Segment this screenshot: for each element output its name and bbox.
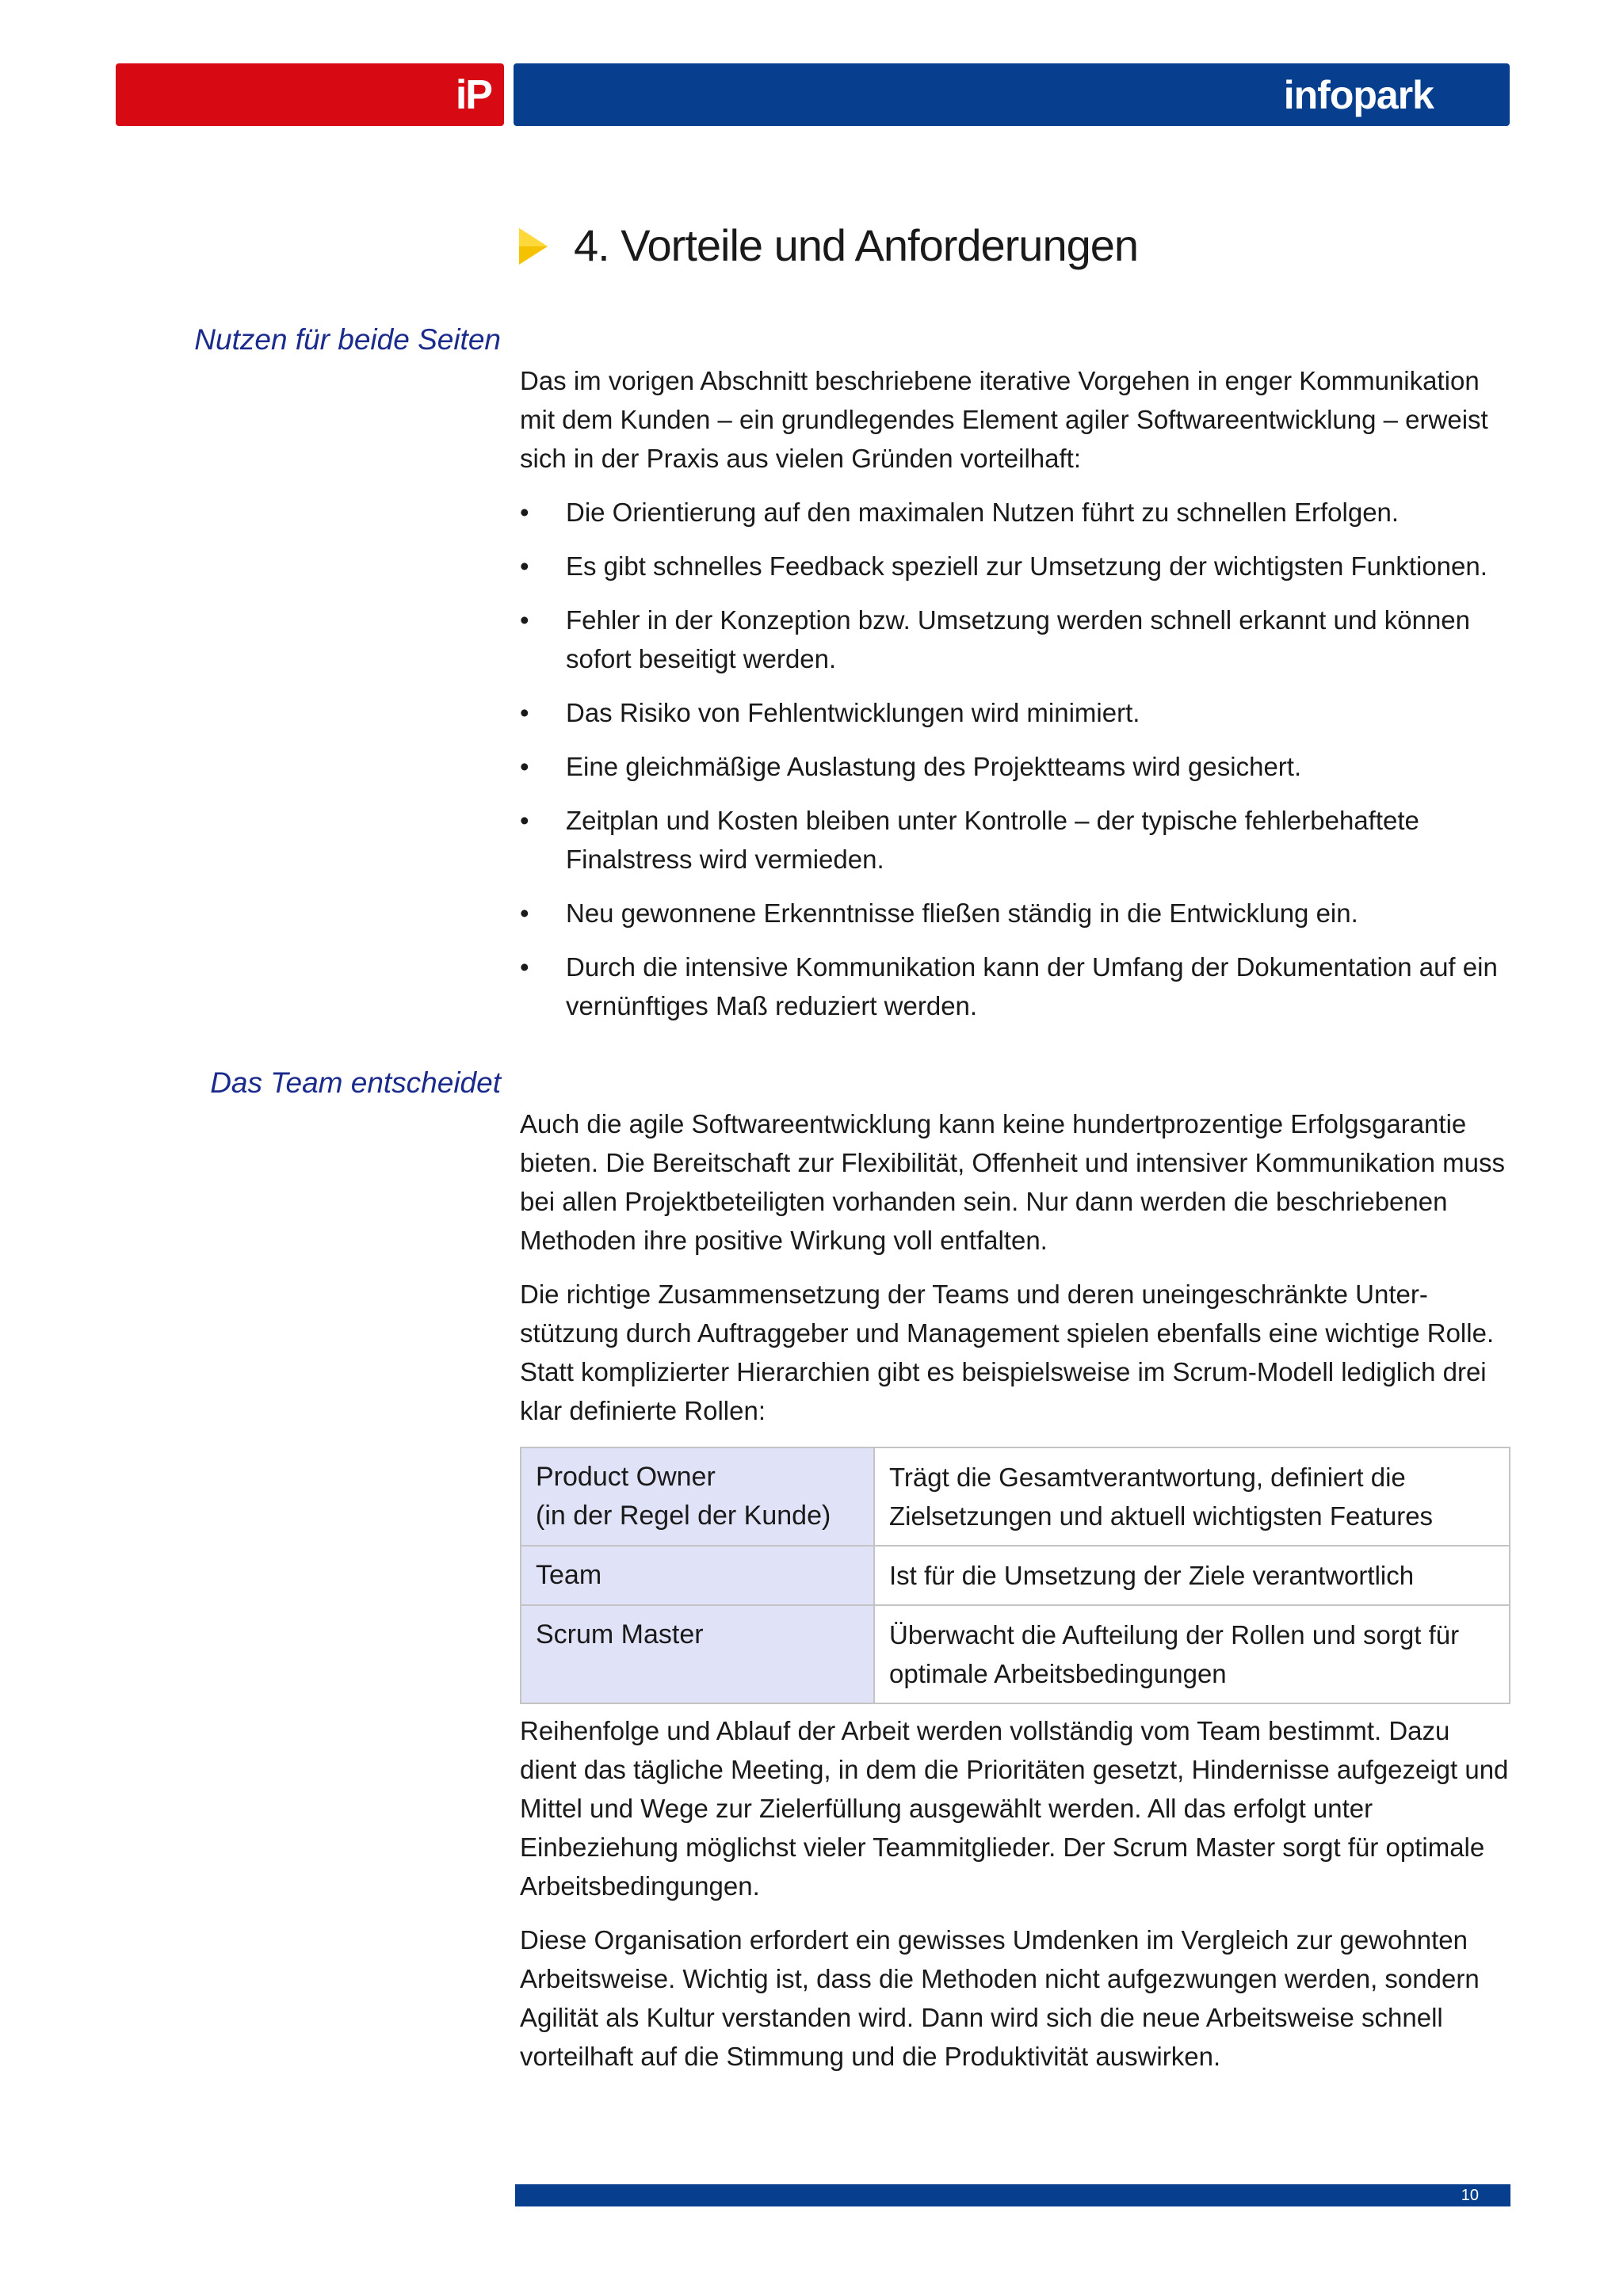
header-red-bar (116, 63, 504, 126)
team-para-3: Reihenfolge und Ablauf der Arbeit werden vollständig vom Team bestimmt. Dazu dient das tägliche Meeting, in dem die Prioritäten gesetzt, Hindernisse aufgezeigt und Mittel und Wege zur Zielerfüllung ausgewählt werden. All das erfolgt unter Einbeziehung möglichst vieler Teammitglieder. Der Scrum Master sorgt für optimale Arbeitsbedingungen. (520, 1716, 1509, 1901)
section-team-intro (520, 1104, 1510, 1430)
list-item: • Es gibt schnelles Feedback speziell zur Umsetzung der wichtigsten Funktionen. (520, 547, 1510, 585)
section-benefits (520, 361, 1510, 1025)
brand-name: infopark (1283, 73, 1434, 117)
bullet-icon: • (520, 498, 529, 527)
bullet-icon: • (520, 806, 529, 835)
list-item: • Die Orientierung auf den maximalen Nutzen führt zu schnellen Erfolgen. (520, 493, 1510, 532)
role-cell: Team (521, 1546, 874, 1605)
ip-logo: iP (455, 72, 491, 118)
bullet-icon: • (520, 752, 529, 781)
page-number: 10 (1461, 2187, 1479, 2204)
list-item: • Fehler in der Konzeption bzw. Umsetzung werden schnell erkannt und können sofort beseitigt werden. (520, 601, 1510, 678)
yellow-arrow-icon (519, 228, 548, 265)
list-item: • Das Risiko von Fehlentwicklungen wird minimiert. (520, 693, 1510, 732)
bullet-icon: • (520, 605, 529, 635)
footer-bar (515, 2184, 1510, 2206)
side-heading-benefits: Nutzen für beide Seiten (194, 323, 501, 356)
role-cell: Product Owner (in der Regel der Kunde) (521, 1447, 874, 1546)
bullet-icon: • (520, 551, 529, 581)
side-heading-team: Das Team entscheidet (210, 1066, 501, 1099)
list-item: • Zeitplan und Kosten bleiben unter Kontrolle – der typische fehlerbehaftete Finalstress wird vermieden. (520, 801, 1510, 879)
table-row (521, 1546, 1510, 1605)
team-para-1: Auch die agile Softwareentwicklung kann keine hundertprozentige Erfolgsgarantie bieten. Die Bereitschaft zur Flexibilität, Offenheit und intensiver Kommunikation muss bei allen Projektbeteiligten vorhanden sein. Nur dann werden die beschriebenen Methoden ihre positive Wirkung voll entfalten. (520, 1109, 1505, 1255)
header-blue-bar (514, 63, 1510, 126)
table-row (521, 1447, 1510, 1546)
bullet-icon: • (520, 952, 529, 982)
role-cell: Scrum Master (521, 1605, 874, 1703)
list-item: • Eine gleichmäßige Auslastung des Projektteams wird gesichert. (520, 747, 1510, 786)
bullet-icon: • (520, 698, 529, 727)
roles-table (520, 1447, 1510, 1704)
benefits-list (520, 493, 1510, 1025)
team-para-4: Diese Organisation erfordert ein gewisses Umdenken im Vergleich zur gewohnten Arbeitsweise. Wichtig ist, dass die Methoden nicht aufgezwungen werden, sondern Agilität als Kultur verstanden wird. Dann wird sich die neue Arbeitsweise schnell vorteilhaft auf die Stimmung und die Produktivität auswirken. (520, 1925, 1480, 2071)
section-team-outro (520, 1711, 1510, 2076)
bullet-icon: • (520, 898, 529, 928)
role-description-cell: Überwacht die Aufteilung der Rollen und sorgt für optimale Arbeitsbedingungen (874, 1605, 1510, 1703)
benefits-intro: Das im vorigen Abschnitt beschriebene iterative Vorgehen in enger Kommunikation mit dem Kunden – ein grundlegendes Element agiler Softwareentwicklung – erweist sich in der Praxis aus vielen Gründen vorteilhaft: (520, 366, 1488, 473)
list-item: • Neu gewonnene Erkenntnisse fließen ständig in die Entwicklung ein. (520, 894, 1510, 933)
role-description-cell: Ist für die Umsetzung der Ziele verantwortlich (874, 1546, 1510, 1605)
team-para-2: Die richtige Zusammensetzung der Teams und deren uneingeschränkte Unter-stützung durch Auftraggeber und Management spielen ebenfalls eine wichtige Rolle. Statt komplizierter Hierarchien gibt es beispielsweise im Scrum-Modell lediglich drei klar definierte Rollen: (520, 1280, 1495, 1425)
role-description-cell: Trägt die Gesamtverantwortung, definiert die Zielsetzungen und aktuell wichtigsten Features (874, 1447, 1510, 1546)
table-row (521, 1605, 1510, 1703)
list-item: • Durch die intensive Kommunikation kann der Umfang der Dokumentation auf ein vernünftiges Maß reduziert werden. (520, 948, 1510, 1025)
page-title: 4. Vorteile und Anforderungen (574, 220, 1139, 270)
